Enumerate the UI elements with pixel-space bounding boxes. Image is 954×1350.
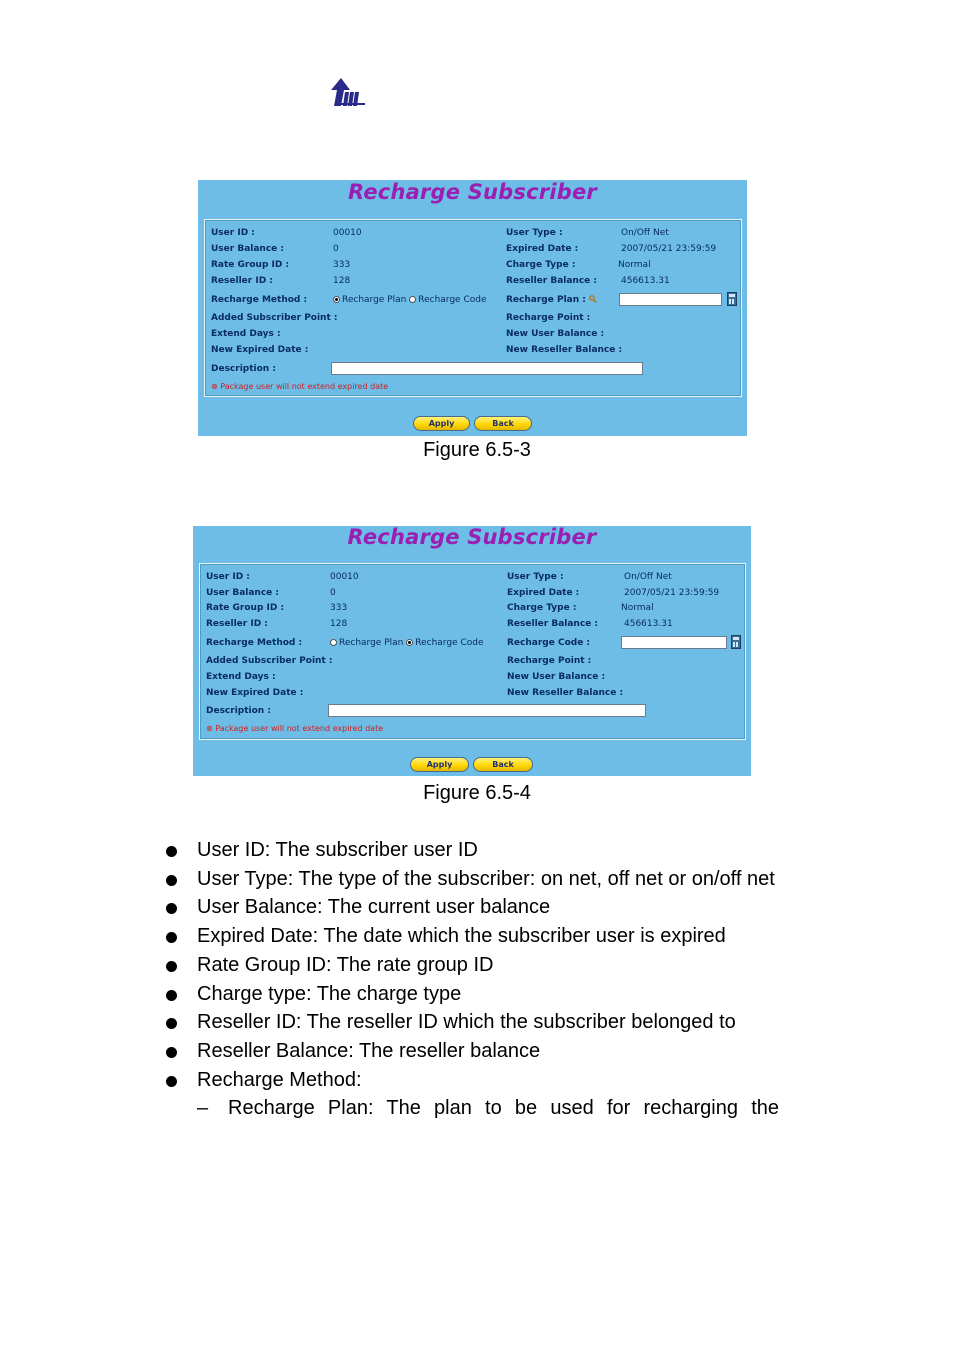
list-item: Reseller ID: The reseller ID which the subscriber belonged to: [165, 1008, 779, 1037]
list-item: Expired Date: The date which the subscriber user is expired: [165, 922, 779, 951]
label-added-subscriber-point: Added Subscriber Point :: [211, 313, 338, 323]
value-user-type: On/Off Net: [621, 228, 669, 238]
value-reseller-id: 128: [333, 276, 351, 286]
value-user-balance: 0: [330, 588, 336, 598]
label-user-balance: User Balance :: [206, 588, 280, 598]
label-rate-group-id: Rate Group ID :: [206, 603, 285, 613]
value-rate-group-id: 333: [333, 260, 351, 270]
figure-caption-1: Figure 6.5-3: [423, 439, 531, 461]
search-icon[interactable]: [589, 295, 597, 303]
description-input[interactable]: [328, 704, 646, 717]
recharge-subscriber-figure-1: [198, 180, 747, 436]
calculator-icon[interactable]: [731, 635, 741, 649]
label-reseller-id: Reseller ID :: [206, 619, 268, 629]
recharge-method-radios: [333, 295, 486, 305]
company-logo-icon: [331, 78, 367, 108]
recharge-method-radios: [330, 638, 483, 648]
bullet-icon: [166, 846, 177, 857]
recharge-code-input[interactable]: [621, 636, 727, 649]
label-extend-days: Extend Days :: [211, 329, 281, 339]
list-item: Reseller Balance: The reseller balance: [165, 1037, 779, 1066]
radio-recharge-plan[interactable]: [333, 296, 340, 303]
label-user-id: User ID :: [211, 228, 255, 238]
radio-recharge-plan[interactable]: [330, 639, 337, 646]
value-reseller-id: 128: [330, 619, 348, 629]
value-expired-date: 2007/05/21 23:59:59: [621, 244, 717, 254]
label-description: Description :: [211, 364, 276, 374]
label-recharge-plan: Recharge Plan :: [506, 295, 597, 305]
label-reseller-balance: Reseller Balance :: [507, 619, 599, 629]
label-new-expired-date: New Expired Date :: [211, 345, 309, 355]
bullet-icon: [166, 990, 177, 1001]
label-recharge-method: Recharge Method :: [211, 295, 308, 305]
list-item: Charge type: The charge type: [165, 980, 779, 1009]
radio-plan-label: Recharge Plan: [342, 295, 407, 305]
value-reseller-balance: 456613.31: [624, 619, 673, 629]
value-user-id: 00010: [333, 228, 362, 238]
label-expired-date: Expired Date :: [507, 588, 580, 598]
label-user-type: User Type :: [506, 228, 563, 238]
package-note: ⊗ Package user will not extend expired date: [206, 724, 384, 733]
field-description-list: [165, 836, 779, 1123]
apply-button[interactable]: Apply: [410, 757, 469, 772]
value-charge-type: Normal: [618, 260, 651, 270]
label-expired-date: Expired Date :: [506, 244, 579, 254]
label-rate-group-id: Rate Group ID :: [211, 260, 290, 270]
label-extend-days: Extend Days :: [206, 672, 276, 682]
label-new-reseller-balance: New Reseller Balance :: [507, 688, 624, 698]
list-item: Rate Group ID: The rate group ID: [165, 951, 779, 980]
label-added-subscriber-point: Added Subscriber Point :: [206, 656, 333, 666]
back-button[interactable]: Back: [474, 416, 532, 431]
label-user-id: User ID :: [206, 572, 250, 582]
radio-code-label: Recharge Code: [418, 295, 487, 305]
bullet-icon: [166, 1018, 177, 1029]
value-user-type: On/Off Net: [624, 572, 672, 582]
recharge-subscriber-figure-2: [193, 526, 751, 776]
label-user-balance: User Balance :: [211, 244, 285, 254]
package-note: ⊗ Package user will not extend expired date: [211, 382, 389, 391]
figure-title: Recharge Subscriber: [348, 180, 597, 204]
list-item: User Balance: The current user balance: [165, 893, 779, 922]
label-new-user-balance: New User Balance :: [507, 672, 606, 682]
value-user-balance: 0: [333, 244, 339, 254]
back-button[interactable]: Back: [473, 757, 533, 772]
figure-title: Recharge Subscriber: [347, 525, 597, 549]
radio-code-label: Recharge Code: [415, 638, 484, 648]
radio-plan-label: Recharge Plan: [339, 638, 404, 648]
bullet-icon: [166, 961, 177, 972]
recharge-plan-input[interactable]: [619, 293, 722, 306]
label-reseller-id: Reseller ID :: [211, 276, 273, 286]
bullet-icon: [166, 903, 177, 914]
bullet-icon: [166, 1076, 177, 1087]
dash-marker: –: [197, 1097, 209, 1120]
radio-recharge-code[interactable]: [406, 639, 413, 646]
label-reseller-balance: Reseller Balance :: [506, 276, 598, 286]
bullet-icon: [166, 932, 177, 943]
bullet-icon: [166, 875, 177, 886]
bullet-icon: [166, 1047, 177, 1058]
label-charge-type: Charge Type :: [507, 603, 577, 613]
figure-caption-2: Figure 6.5-4: [423, 782, 531, 804]
calculator-icon[interactable]: [727, 292, 737, 306]
apply-button[interactable]: Apply: [413, 416, 470, 431]
description-input[interactable]: [331, 362, 643, 375]
list-item: User Type: The type of the subscriber: on net, off net or on/off net: [165, 865, 779, 894]
value-rate-group-id: 333: [330, 603, 348, 613]
sub-list-item: – Recharge Plan: The plan to be used for recharging the: [165, 1094, 779, 1123]
label-new-reseller-balance: New Reseller Balance :: [506, 345, 623, 355]
list-item: Recharge Method:: [165, 1066, 779, 1095]
value-expired-date: 2007/05/21 23:59:59: [624, 588, 720, 598]
value-reseller-balance: 456613.31: [621, 276, 670, 286]
radio-recharge-code[interactable]: [409, 296, 416, 303]
label-recharge-point: Recharge Point :: [506, 313, 591, 323]
label-description: Description :: [206, 706, 271, 716]
label-new-user-balance: New User Balance :: [506, 329, 605, 339]
label-recharge-point: Recharge Point :: [507, 656, 592, 666]
label-new-expired-date: New Expired Date :: [206, 688, 304, 698]
label-charge-type: Charge Type :: [506, 260, 576, 270]
label-user-type: User Type :: [507, 572, 564, 582]
value-user-id: 00010: [330, 572, 359, 582]
label-recharge-code: Recharge Code :: [507, 638, 591, 648]
label-recharge-method: Recharge Method :: [206, 638, 303, 648]
value-charge-type: Normal: [621, 603, 654, 613]
list-item: User ID: The subscriber user ID: [165, 836, 779, 865]
